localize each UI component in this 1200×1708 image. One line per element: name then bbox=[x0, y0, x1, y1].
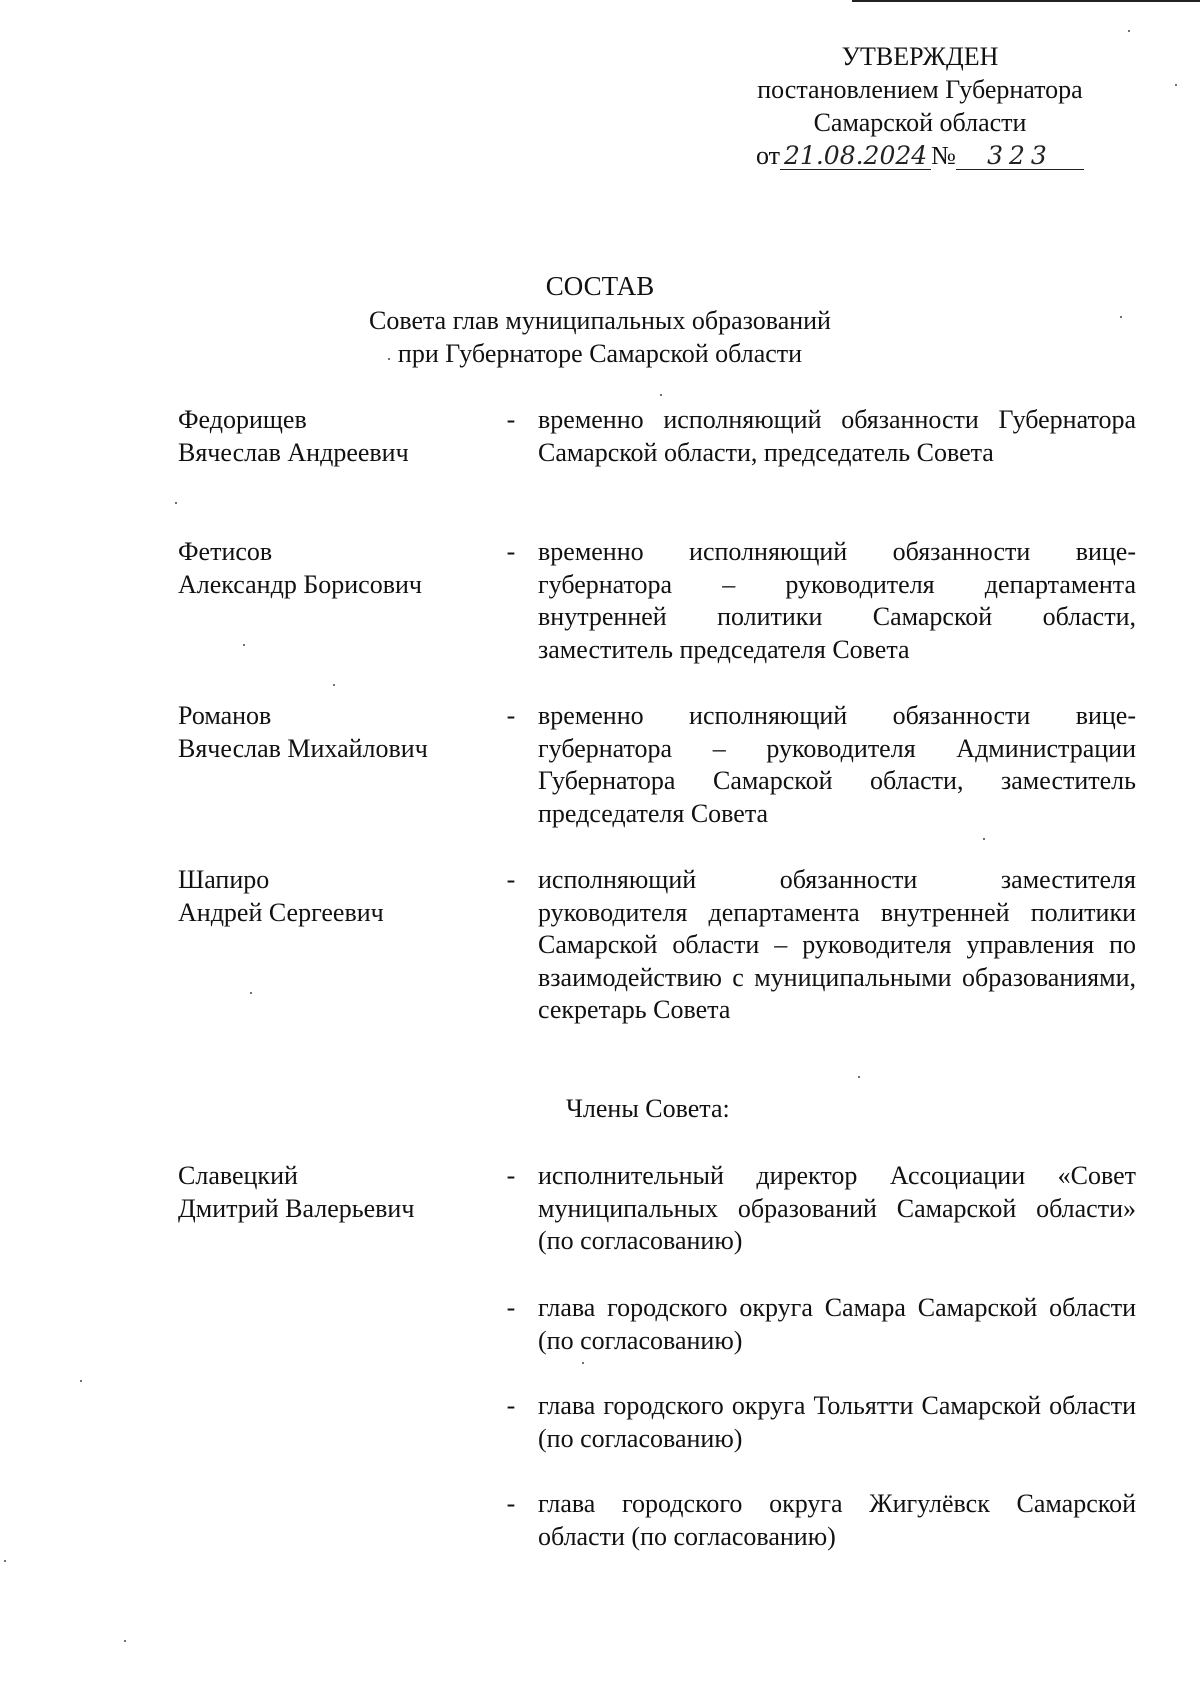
member-name bbox=[178, 1160, 468, 1225]
scan-speck bbox=[333, 684, 335, 686]
members-heading: Члены Совета: bbox=[566, 1094, 730, 1123]
approval-handwritten-date: 21.08.2024 bbox=[780, 143, 931, 170]
member-surname: Федорищев bbox=[178, 405, 307, 434]
member-role: глава городского округа Тольятти Самарской области (по согласованию) bbox=[538, 1391, 1136, 1453]
scan-top-rule bbox=[852, 0, 1200, 2]
member-given-names: Вячеслав Михайлович bbox=[178, 733, 428, 763]
document-heading bbox=[300, 270, 900, 370]
scan-speck bbox=[1175, 84, 1177, 86]
scan-speck bbox=[124, 1640, 126, 1642]
document-title: СОСТАВ bbox=[545, 271, 655, 301]
member-given-names: Дмитрий Валерьевич bbox=[178, 1193, 415, 1223]
member-role: исполняющий обязанности заместителя руководителя департамента внутренней политики Самарской области – руководителя управления по взаимодействию с муниципальными образованиями, секретарь Совета bbox=[538, 865, 1136, 1024]
entry-dash: - bbox=[506, 1489, 516, 1518]
approval-decree-line: постановлением Губернатора bbox=[757, 75, 1083, 104]
member-name bbox=[178, 404, 468, 469]
document-subtitle-line1: Совета глав муниципальных образований bbox=[369, 306, 831, 335]
entry-dash: - bbox=[506, 1391, 516, 1420]
member-role: глава городского округа Самара Самарской области (по согласованию) bbox=[538, 1293, 1136, 1355]
approval-status: УТВЕРЖДЕН bbox=[841, 42, 999, 71]
approval-date-number-line bbox=[700, 139, 1140, 172]
member-surname: Фетисов bbox=[178, 537, 273, 566]
entry-dash: - bbox=[506, 405, 516, 434]
scan-speck bbox=[983, 838, 985, 840]
entry-dash: - bbox=[506, 537, 516, 566]
scan-speck bbox=[250, 992, 252, 994]
member-role: временно исполняющий обязанности вице-губернатора – руководителя департамента внутренней политики Самарской области, заместитель председателя Совета bbox=[538, 537, 1136, 664]
member-role: глава городского округа Жигулёвск Самарской области (по согласованию) bbox=[538, 1489, 1136, 1551]
scan-speck bbox=[388, 358, 390, 360]
scan-speck bbox=[660, 394, 662, 396]
approval-region-line: Самарской области bbox=[813, 108, 1027, 137]
member-surname: Шапиро bbox=[178, 865, 270, 894]
member-given-names: Вячеслав Андреевич bbox=[178, 437, 409, 467]
member-role: временно исполняющий обязанности вице-губернатора – руководителя Администрации Губернатора Самарской области, заместитель председателя Совета bbox=[538, 701, 1136, 828]
member-name bbox=[178, 700, 468, 765]
entry-dash: - bbox=[506, 1293, 516, 1322]
entry-dash: - bbox=[506, 865, 516, 894]
member-surname: Романов bbox=[178, 701, 272, 730]
entry-dash: - bbox=[506, 1161, 516, 1190]
approval-date-prefix: от bbox=[756, 141, 781, 170]
approval-block bbox=[700, 40, 1140, 172]
member-role: временно исполняющий обязанности Губернатора Самарской области, председатель Совета bbox=[538, 405, 1136, 467]
member-given-names: Андрей Сергеевич bbox=[178, 897, 384, 927]
document-subtitle-line2: при Губернаторе Самарской области bbox=[397, 339, 803, 368]
approval-number-sign: № bbox=[931, 141, 956, 170]
member-role: исполнительный директор Ассоциации «Совет муниципальных образований Самарской области» (по согласованию) bbox=[538, 1161, 1136, 1255]
member-given-names: Александр Борисович bbox=[178, 569, 422, 599]
approval-handwritten-number: 323 bbox=[956, 143, 1084, 170]
member-name bbox=[178, 536, 468, 601]
entry-dash: - bbox=[506, 701, 516, 730]
scan-speck bbox=[582, 1362, 584, 1364]
member-name bbox=[178, 864, 468, 929]
scan-speck bbox=[858, 1076, 860, 1078]
scan-speck bbox=[4, 1560, 6, 1562]
scan-speck bbox=[175, 502, 177, 504]
scan-speck bbox=[1128, 30, 1130, 32]
scan-speck bbox=[243, 644, 245, 646]
member-surname: Славецкий bbox=[178, 1161, 298, 1190]
scan-speck bbox=[80, 1380, 82, 1382]
scan-speck bbox=[1120, 316, 1122, 318]
